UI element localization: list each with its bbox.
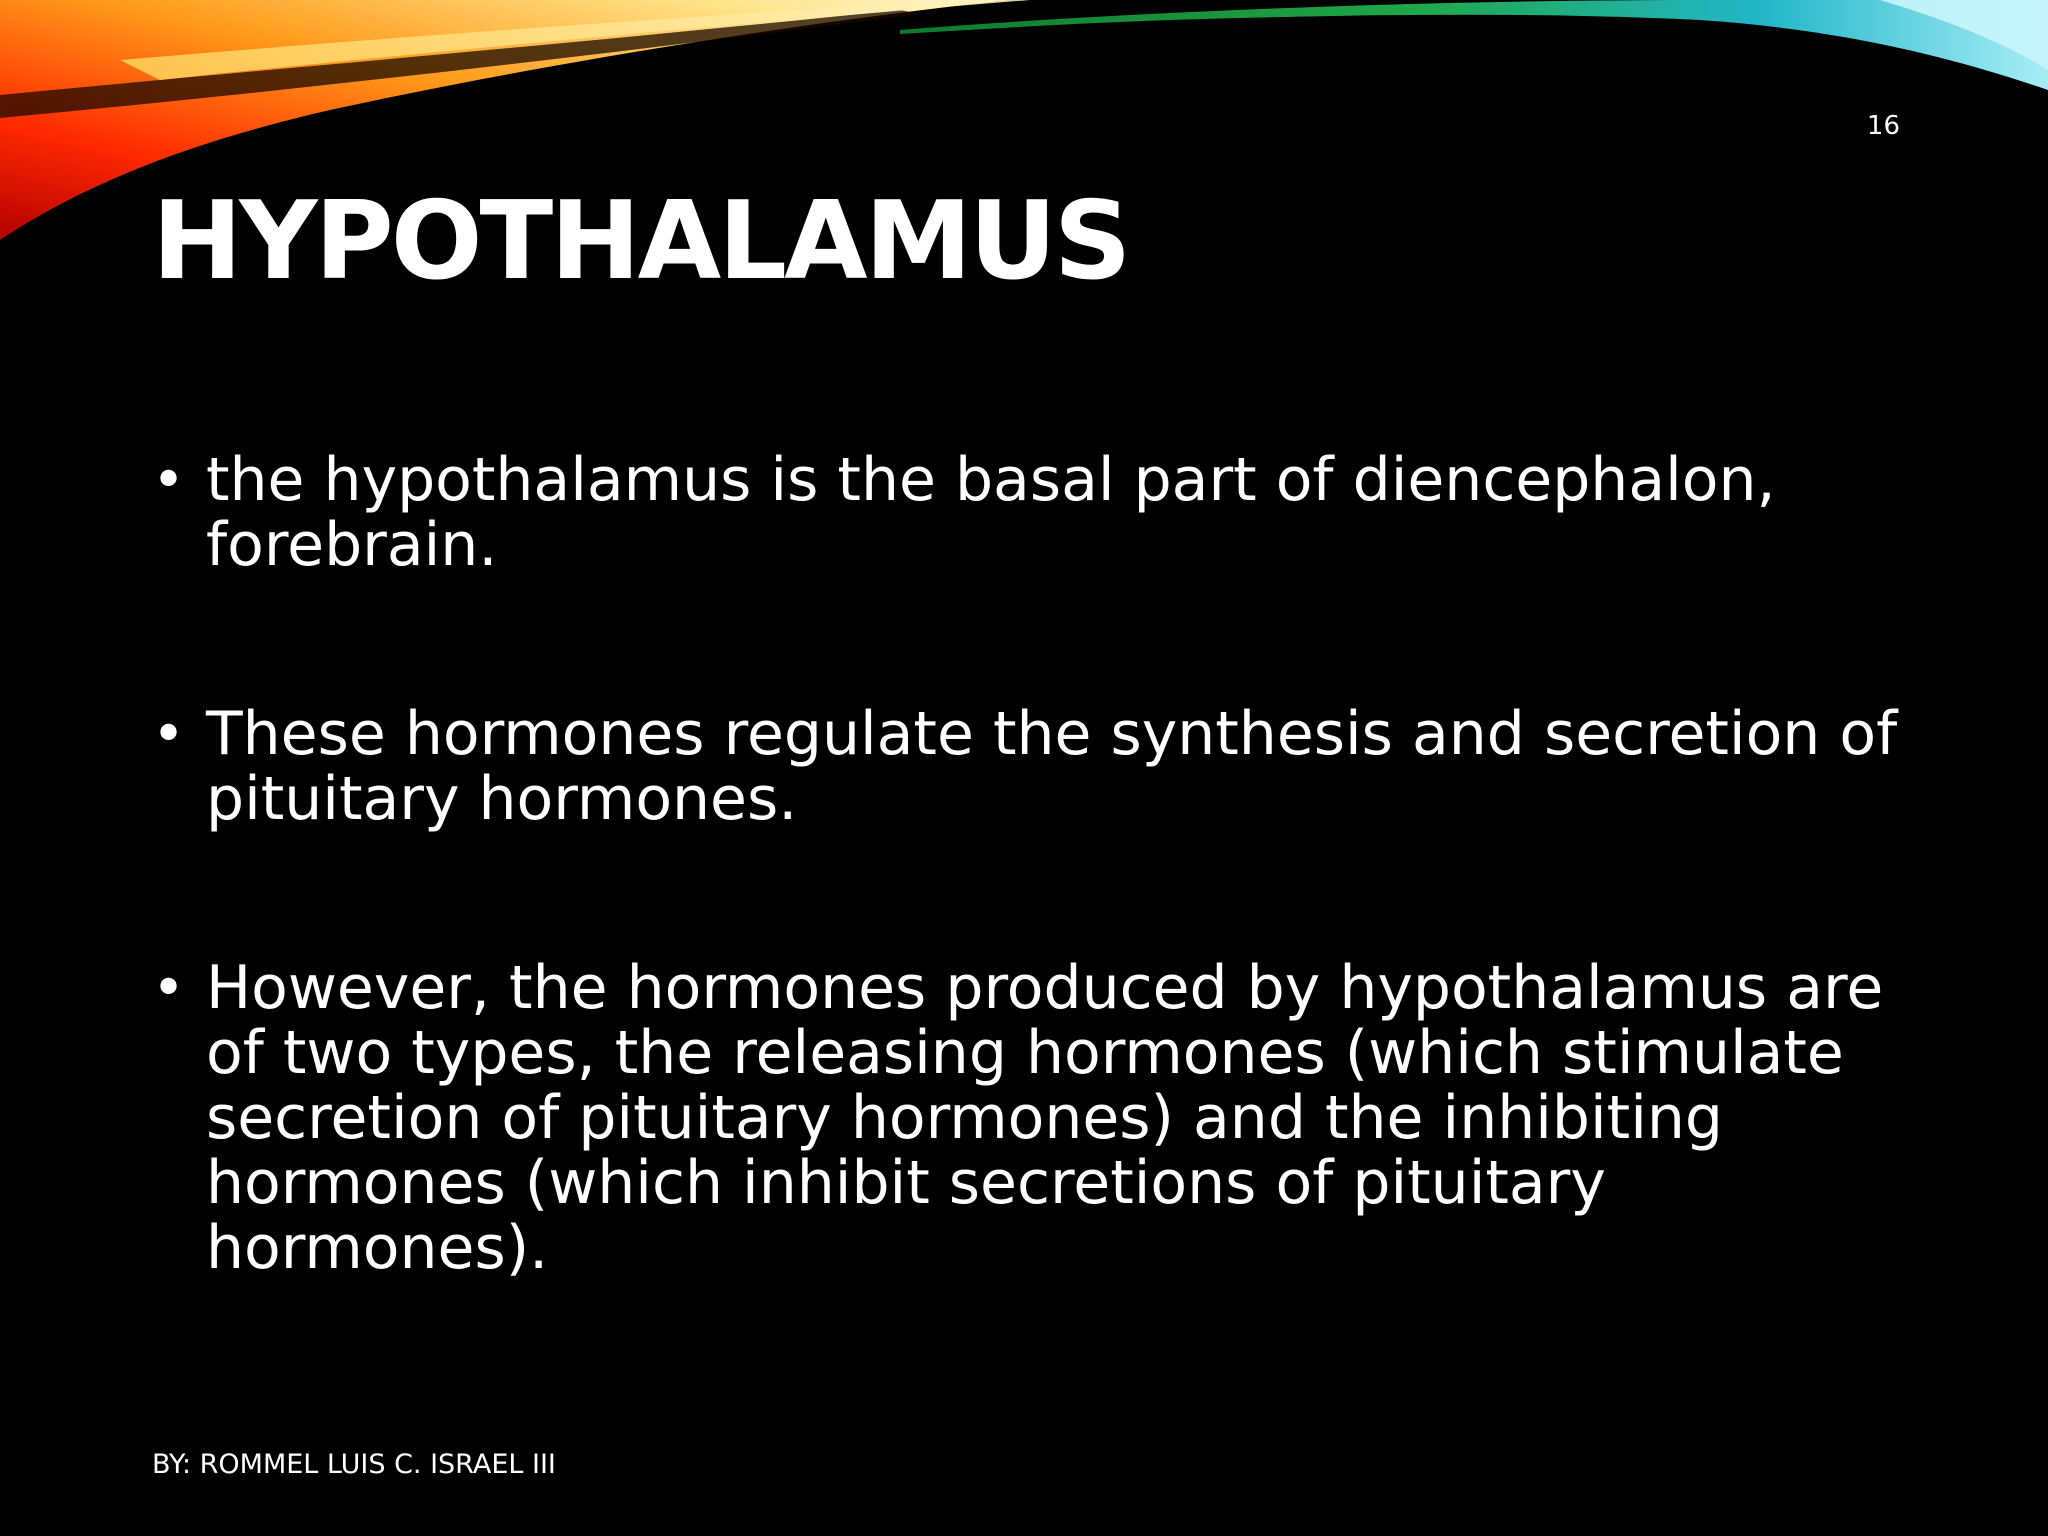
slide-title: HYPOTHALAMUS [152,179,1129,304]
author-footer: BY: ROMMEL LUIS C. ISRAEL III [152,1449,556,1480]
bullet-item [152,445,1912,580]
bullet-text: These hormones regulate the synthesis and secretion of pituitary hormones. [206,699,1898,834]
bullet-marker: • [152,956,186,1021]
bullet-list [152,445,1912,1283]
slide-number: 16 [1866,111,1900,141]
bullet-item [152,699,1912,834]
bullet-item [152,953,1912,1283]
bullet-text: the hypothalamus is the basal part of diencephalon, forebrain. [206,445,1776,580]
bullet-marker: • [152,448,186,513]
bullet-text: However, the hormones produced by hypothalamus are of two types, the releasing hormones (which stimulate secretion of pituitary hormones) and the inhibiting hormones (which inhibit secretions of pituitary hormones). [206,953,1884,1283]
bullet-marker: • [152,702,186,767]
